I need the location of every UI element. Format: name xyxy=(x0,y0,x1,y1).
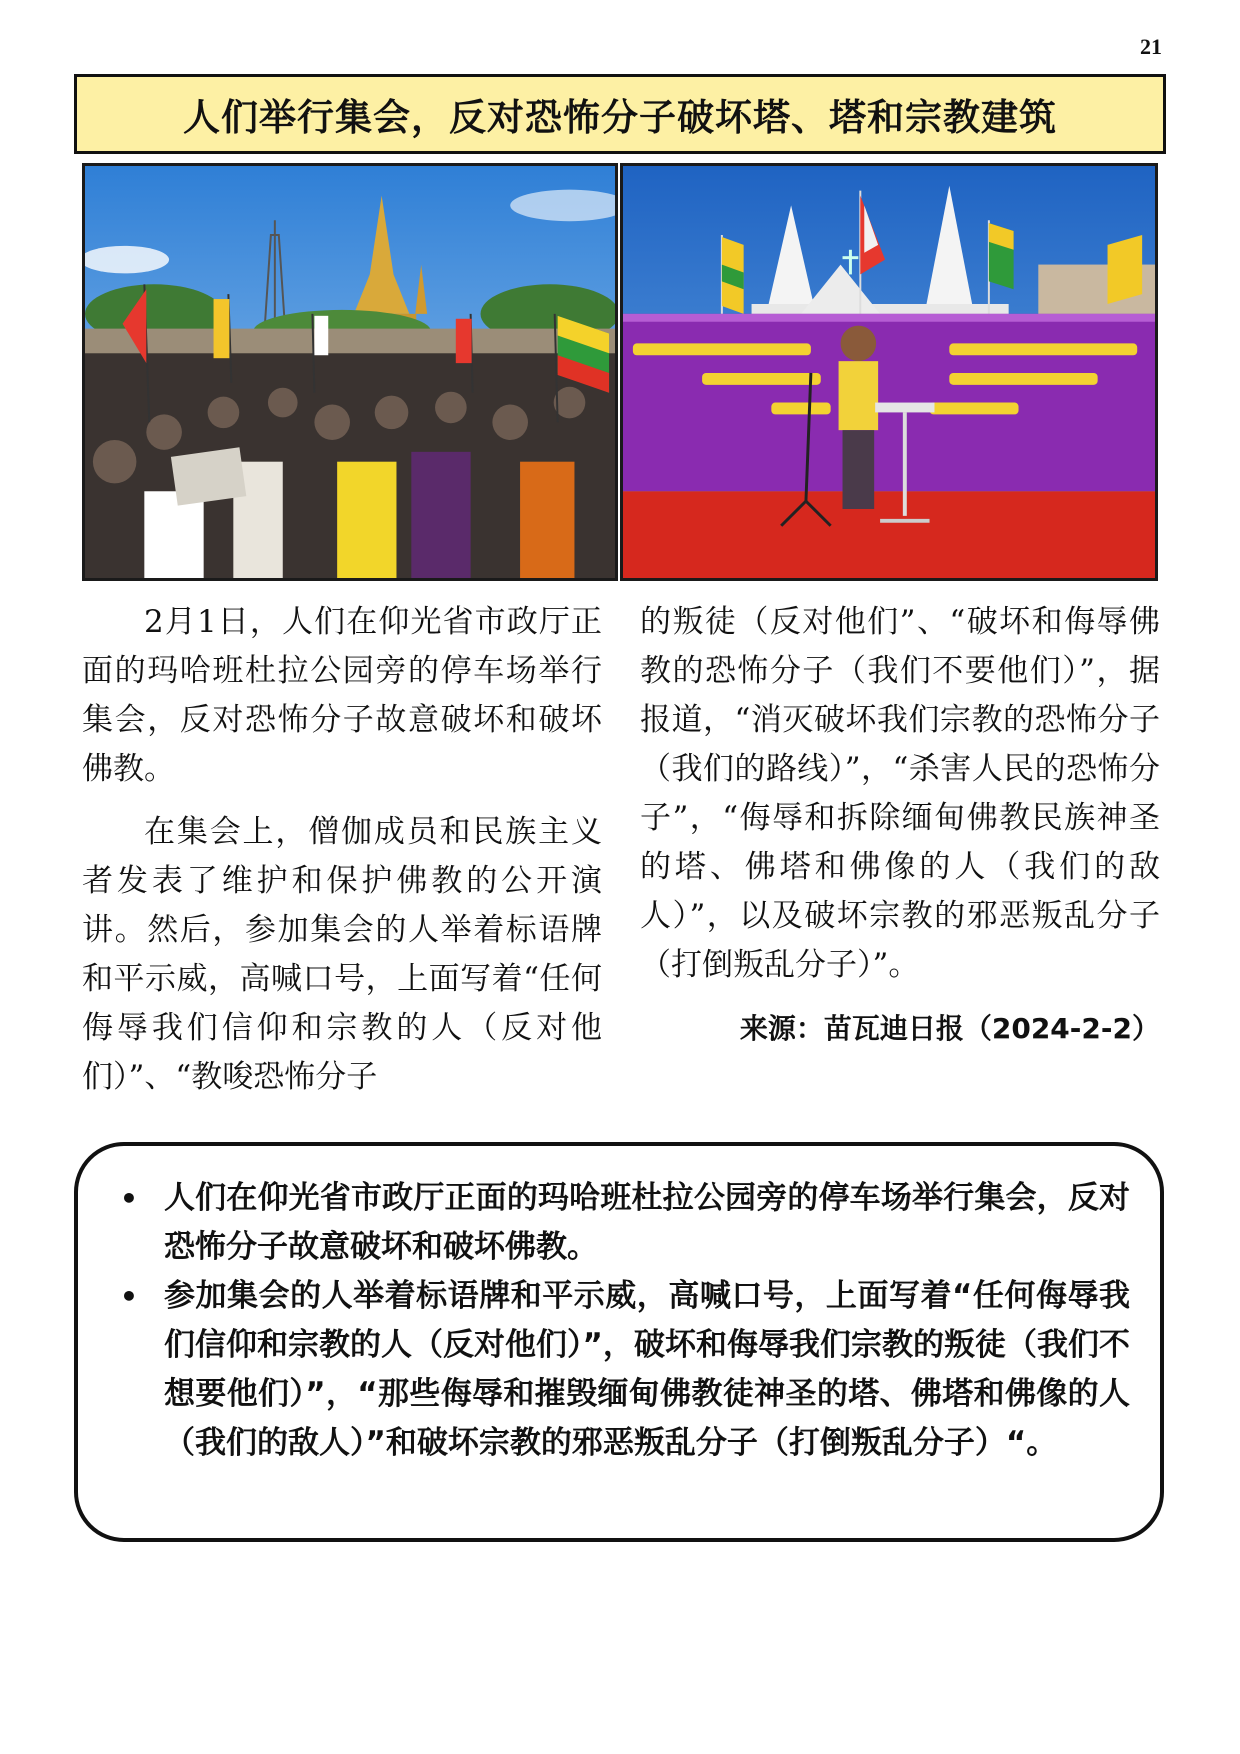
article-column-right xyxy=(640,598,1160,1067)
page-number: 21 xyxy=(1140,34,1162,59)
summary-item-text: 人们在仰光省市政厅正面的玛哈班杜拉公园旁的停车场举行集会，反对恐怖分子故意破坏和破坏佛教。 xyxy=(164,1180,1130,1265)
speaker-photo xyxy=(620,163,1158,581)
article-paragraph-1: 2月1日，人们在仰光省市政厅正面的玛哈班杜拉公园旁的停车场举行集会，反对恐怖分子故意破坏和破坏佛教。 xyxy=(82,604,602,787)
title-box xyxy=(74,74,1166,154)
summary-item-text: 参加集会的人举着标语牌和平示威，高喊口号，上面写着“任何侮辱我们信仰和宗教的人（反对他们）”，破坏和侮辱我们宗教的叛徒（我们不想要他们）”，“那些侮辱和摧毁缅甸佛教徒神圣的塔、佛塔和佛像的人（我们的敌人）”和破坏宗教的邪恶叛乱分子（打倒叛乱分子）“。 xyxy=(164,1278,1130,1461)
rally-crowd-image xyxy=(85,166,615,578)
page-title: 人们举行集会，反对恐怖分子破坏塔、塔和宗教建筑 xyxy=(183,96,1057,139)
speaker-image xyxy=(623,166,1155,578)
article-paragraph-2: 在集会上，僧伽成员和民族主义者发表了维护和保护佛教的公开演讲。然后，参加集会的人举着标语牌和平示威，高喊口号，上面写着“任何侮辱我们信仰和宗教的人（反对他们）”、“教唆恐怖分子 xyxy=(82,814,602,1095)
summary-box xyxy=(74,1142,1164,1542)
article-source: 来源：苗瓦迪日报（2024-2-2） xyxy=(739,1012,1160,1045)
article-column-left xyxy=(82,598,602,1116)
rally-crowd-photo xyxy=(82,163,618,581)
summary-list xyxy=(106,1174,1130,1468)
summary-item xyxy=(106,1272,1130,1468)
bullet-icon: • xyxy=(120,1280,138,1313)
article-paragraph-3: 的叛徒（反对他们”、“破坏和侮辱佛教的恐怖分子（我们不要他们）”，据报道，“消灭破坏我们宗教的恐怖分子（我们的路线）”，“杀害人民的恐怖分子”，“侮辱和拆除缅甸佛教民族神圣的塔、佛塔和佛像的人（我们的敌人）”，以及破坏宗教的邪恶叛乱分子（打倒叛乱分子）”。 xyxy=(640,604,1160,983)
bullet-icon: • xyxy=(120,1182,138,1215)
summary-item xyxy=(106,1174,1130,1272)
